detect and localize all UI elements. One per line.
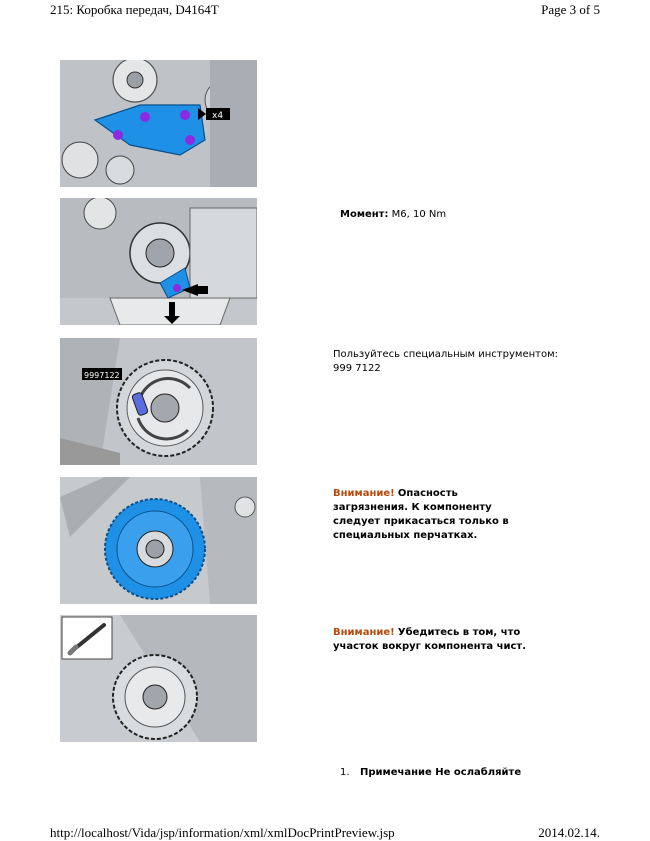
torque-value: M6, 10 Nm <box>391 209 447 220</box>
warning-contamination <box>333 487 533 543</box>
torque-label: Момент: <box>340 209 389 220</box>
page-number: Page 3 of 5 <box>541 2 600 17</box>
footer-url: http://localhost/Vida/jsp/information/xml/xmlDocPrintPreview.jsp <box>50 825 395 840</box>
warning-text: Убедитесь в том, что участок вокруг компонента чист. <box>333 627 526 652</box>
illustration-timing-cover <box>60 198 257 325</box>
warning-label: Внимание! <box>333 627 395 638</box>
list-number: 1. <box>340 767 350 778</box>
footer-date: 2014.02.14. <box>538 825 600 840</box>
illustration-sprocket-clean <box>60 615 257 742</box>
list-item <box>340 766 521 780</box>
tool-number-label: 9997122 <box>84 371 120 380</box>
torque-note <box>340 208 570 222</box>
list-text: Примечание Не ослабляйте <box>360 767 522 778</box>
warning-text: Опасность загрязнения. К компоненту следует прикасаться только в специальных перчатках. <box>333 488 509 541</box>
bolt-count-label: x4 <box>212 111 224 121</box>
illustration-special-tool <box>60 338 257 465</box>
warning-label: Внимание! <box>333 488 395 499</box>
illustration-bracket <box>60 60 257 187</box>
header-title: 215: Коробка передач, D4164T <box>50 2 219 17</box>
illustration-sprocket-highlighted <box>60 477 257 604</box>
warning-clean-area <box>333 626 538 654</box>
special-tool-note: Пользуйтесь специальным инструментом: 999 7122 <box>333 349 558 374</box>
